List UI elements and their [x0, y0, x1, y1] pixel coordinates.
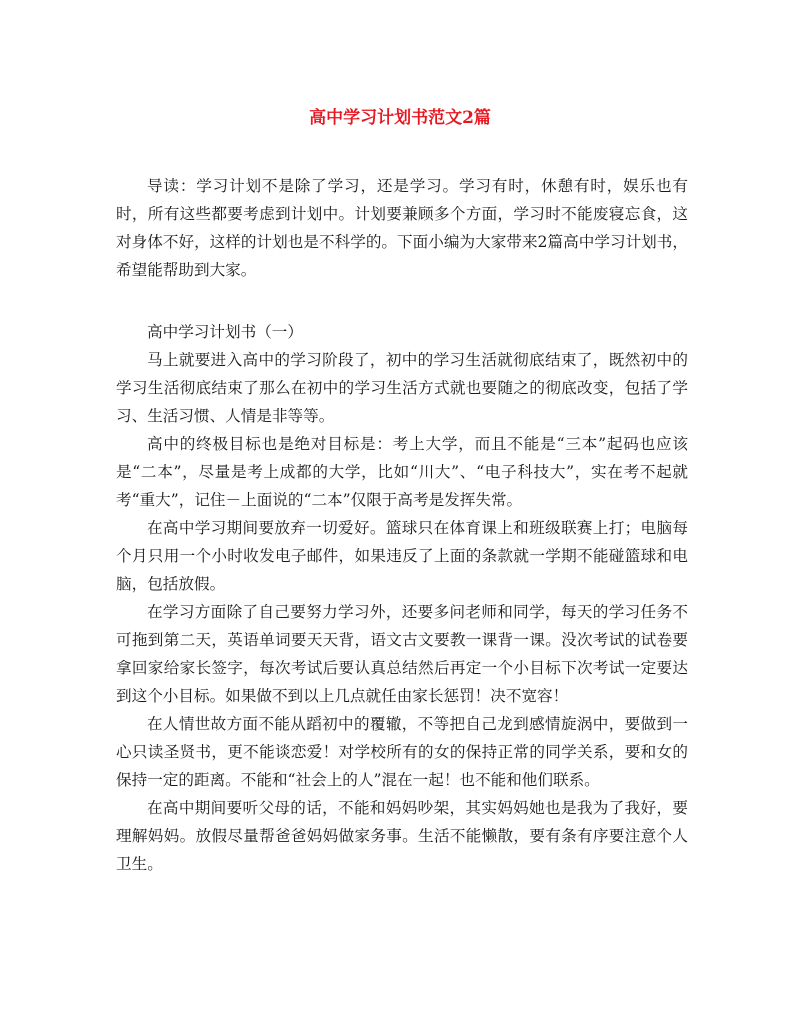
- section-content: [116, 318, 688, 878]
- body-paragraph-6: 在高中期间要听父母的话，不能和妈妈吵架，其实妈妈她也是我为了我好，要理解妈妈。放假尽量帮爸爸妈妈做家务事。生活不能懒散，要有条有序要注意个人卫生。: [116, 799, 688, 873]
- body-paragraph-3: 在高中学习期间要放弃一切爱好。篮球只在体育课上和班级联赛上打；电脑每个月只用一个小时收发电子邮件，如果违反了上面的条款就一学期不能碰篮球和电脑，包括放假。: [116, 519, 688, 593]
- body-paragraph-4: 在学习方面除了自己要努力学习外，还要多问老师和同学，每天的学习任务不可拖到第二天，英语单词要天天背，语文古文要教一课背一课。没次考试的试卷要拿回家给家长签字，每次考试后要认真总结然后再定一个小目标下次考试一定要达到这个小目标。如果做不到以上几点就任由家长惩罚！决不宽容！: [116, 603, 688, 705]
- intro-paragraph: 导读：学习计划不是除了学习，还是学习。学习有时，休憩有时，娱乐也有时，所有这些都要考虑到计划中。计划要兼顾多个方面，学习时不能废寝忘食，这对身体不好，这样的计划也是不科学的。下面小编为大家带来2篇高中学习计划书，希望能帮助到大家。: [116, 177, 688, 279]
- body-paragraph-5: 在人情世故方面不能从蹈初中的覆辙，不等把自己龙到感情旋涡中，要做到一心只读圣贤书，更不能谈恋爱！对学校所有的女的保持正常的同学关系，要和女的保持一定的距离。不能和“社会上的人”混在一起！也不能和他们联系。: [116, 715, 688, 789]
- section-heading: 高中学习计划书（一）: [147, 323, 303, 341]
- body-paragraph-2: 高中的终极目标也是绝对目标是：考上大学，而且不能是“三本”起码也应该是“二本”，尽量是考上成都的大学，比如“川大”、“电子科技大”，实在考不起就考“重大”，记住－上面说的“二本”仅限于高考是发挥失常。: [116, 435, 688, 509]
- document-title: 高中学习计划书范文2篇: [309, 108, 491, 128]
- body-paragraph-1: 马上就要进入高中的学习阶段了，初中的学习生活就彻底结束了，既然初中的学习生活彻底结束了那么在初中的学习生活方式就也要随之的彻底改变，包括了学习、生活习惯、人情是非等等。: [116, 351, 688, 425]
